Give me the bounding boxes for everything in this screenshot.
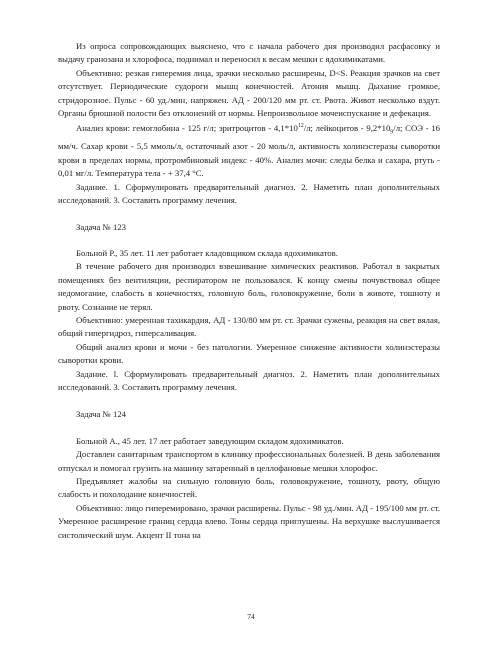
document-page: [58, 40, 440, 542]
paragraph: Объективно: умеренная тахикардия, АД - 130/80 мм рт. ст. Зрачки сужены, реакция на свет вялая, общий гипергидроз, гиперсаливация.: [58, 314, 440, 339]
page-number: 74: [247, 612, 255, 621]
paragraph: Из опроса сопровождающих выяснено, что с начала рабочего дня производил расфасовку и выдачу гранозана и хлорофоса, поднимал и переносил к весам мешки с ядохимикатами.: [58, 41, 440, 65]
paragraph: Объективно: резкая гиперемия лица, зрачки несколько расширены, D<S. Реакция зрачков на свет отсутствует. Периодические судороги мышц конечностей. Атония мышц. Дыхание громкое, стридорозное. Пульс - 60 уд./мин, напряжен. АД - 200/120 мм рт. ст. Рвота. Живот несколько вздут. Органы брюшной полости без отклонений от нормы. Непроизвольное мочеиспускание и дефекация.: [58, 67, 440, 119]
paragraph: Задание. 1. Сформулировать предварительный диагноз. 2. Наметить план дополнительных исследований. 3. Составить программу лечения.: [58, 181, 440, 206]
paragraph: Предъявляет жалобы на сильную головную боль, головокружение, тошноту, рвоту, общую слабость и похолодание конечностей.: [58, 476, 440, 500]
task-heading: Задача № 124: [76, 409, 127, 420]
paragraph: Больной А., 45 лет. 17 лет работает заведующим складом ядохимикатов.: [76, 435, 344, 446]
task-heading: Задача № 123: [76, 221, 127, 232]
text-run: Анализ крови: гемоглобина - 125 г/л; эритроцитов - 4,1*10: [76, 123, 298, 134]
paragraph: Общий анализ крови и мочи - без патологии. Умеренное снижение активности холинэстеразы сыворотки крови.: [58, 341, 440, 366]
paragraph: Объективно: лицо гиперемировано, зрачки расширены. Пульс - 98 уд./мин. АД - 195/100 мм рт. ст. Умеренное расширение границ сердца влево. Тоны сердца приглушены. На верхушке выслушивается систолический шум. Акцент II тона на: [58, 502, 440, 540]
paragraph: В течение рабочего дня производил взвешивание химических реактивов. Работал в закрытых помещениях без вентиляции, респиратором не пользовался. К концу смены почувствовал общее недомогание, слабость в конечностях, головную боль, головокружение, боли в животе, тошноту и рвоту. Сознание не терял.: [58, 261, 440, 312]
paragraph: [58, 120, 440, 180]
superscript: 12: [297, 123, 304, 130]
paragraph: Больной Р., 35 лет. 11 лет работает кладовщиком склада ядохимикатов.: [76, 247, 338, 258]
text-run: /л; СОЭ - 16 мм/ч. Сахар крови - 5,5 ммоль/л, остаточный азот - 20 моль/л, активность холинэстеразы сыворотки крови в пределах нормы, протромбиновый индекс - 40%. Анализ мочи: следы белка и сахара, ртуть - 0,01 мг/л. Температура тела - + 37,4 °С.: [58, 123, 440, 179]
paragraph: Доставлен санитарным транспортом в клинику профессиональных болезней. В день заболевания отпускал и помогал грузить на машину затаренный в целлофановые мешки хлорофос.: [58, 449, 440, 473]
paragraph: Задание. l. Сформулировать предварительный диагноз. 2. Наметить план дополнительных исследований. 3. Составить программу лечения.: [58, 368, 440, 392]
subscript: 9: [390, 130, 394, 137]
text-run: /л; лейкоцитов - 9,2*10: [303, 123, 391, 134]
